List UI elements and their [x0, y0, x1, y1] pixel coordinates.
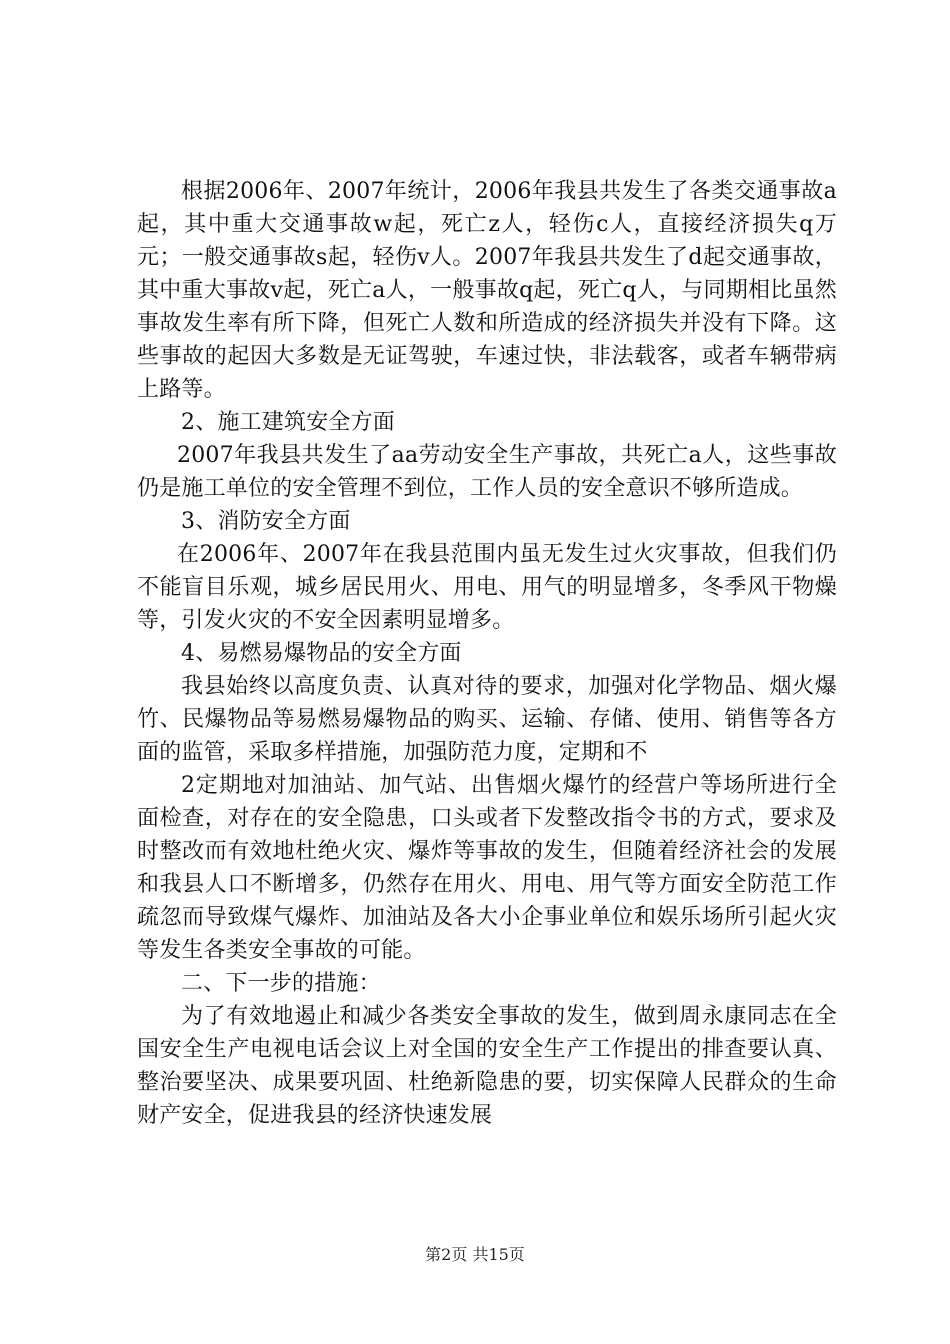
paragraph-fire: 在2006年、2007年在我县范围内虽无发生过火灾事故，但我们仍不能盲目乐观，城乡居民用火、用电、用气的明显增多，冬季风干物燥等，引发火灾的不安全因素明显增多。: [137, 542, 837, 633]
page-footer: 第2页 共15页: [425, 1245, 525, 1264]
document-body: [137, 175, 837, 1132]
paragraph-traffic-statistics: 根据2006年、2007年统计，2006年我县共发生了各类交通事故a起，其中重大交通事故w起，死亡z人，轻伤c人，直接经济损失q万元；一般交通事故s起，轻伤v人。2007年我县共发生了d起交通事故，其中重大事故v起，死亡a人，一般事故q起，死亡q人，与同期相比虽然事故发生率有所下降，但死亡人数和所造成的经济损失并没有下降。这些事故的起因大多数是无证驾驶，车速过快，非法载客，或者车辆带病上路等。: [137, 179, 837, 402]
section-heading-hazardous: 4、易燃易爆物品的安全方面: [181, 641, 462, 666]
paragraph-hazardous: 我县始终以高度负责、认真对待的要求，加强对化学物品、烟火爆竹、民爆物品等易燃易爆物品的购买、运输、存储、使用、销售等各方面的监管，采取多样措施，加强防范力度，定期和不: [137, 674, 837, 765]
section-heading-fire: 3、消防安全方面: [181, 509, 351, 534]
section-heading-construction: 2、施工建筑安全方面: [181, 410, 395, 435]
section-heading-next-steps: 二、下一步的措施：: [181, 971, 381, 996]
paragraph-measures: 为了有效地遏止和减少各类安全事故的发生，做到周永康同志在全国安全生产电视电话会议上对全国的安全生产工作提出的排查要认真、整治要坚决、成果要巩固、杜绝新隐患的要，切实保障人民群众的生命财产安全，促进我县的经济快速发展: [137, 1004, 837, 1128]
paragraph-construction: 2007年我县共发生了aa劳动安全生产事故，共死亡a人，这些事故仍是施工单位的安全管理不到位，工作人员的安全意识不够所造成。: [137, 443, 837, 501]
paragraph-inspection: 2定期地对加油站、加气站、出售烟火爆竹的经营户等场所进行全面检查，对存在的安全隐患，口头或者下发整改指令书的方式，要求及时整改而有效地杜绝火灾、爆炸等事故的发生，但随着经济社会的发展和我县人口不断增多，仍然存在用火、用电、用气等方面安全防范工作疏忽而导致煤气爆炸、加油站及各大小企事业单位和娱乐场所引起火灾等发生各类安全事故的可能。: [137, 773, 837, 963]
